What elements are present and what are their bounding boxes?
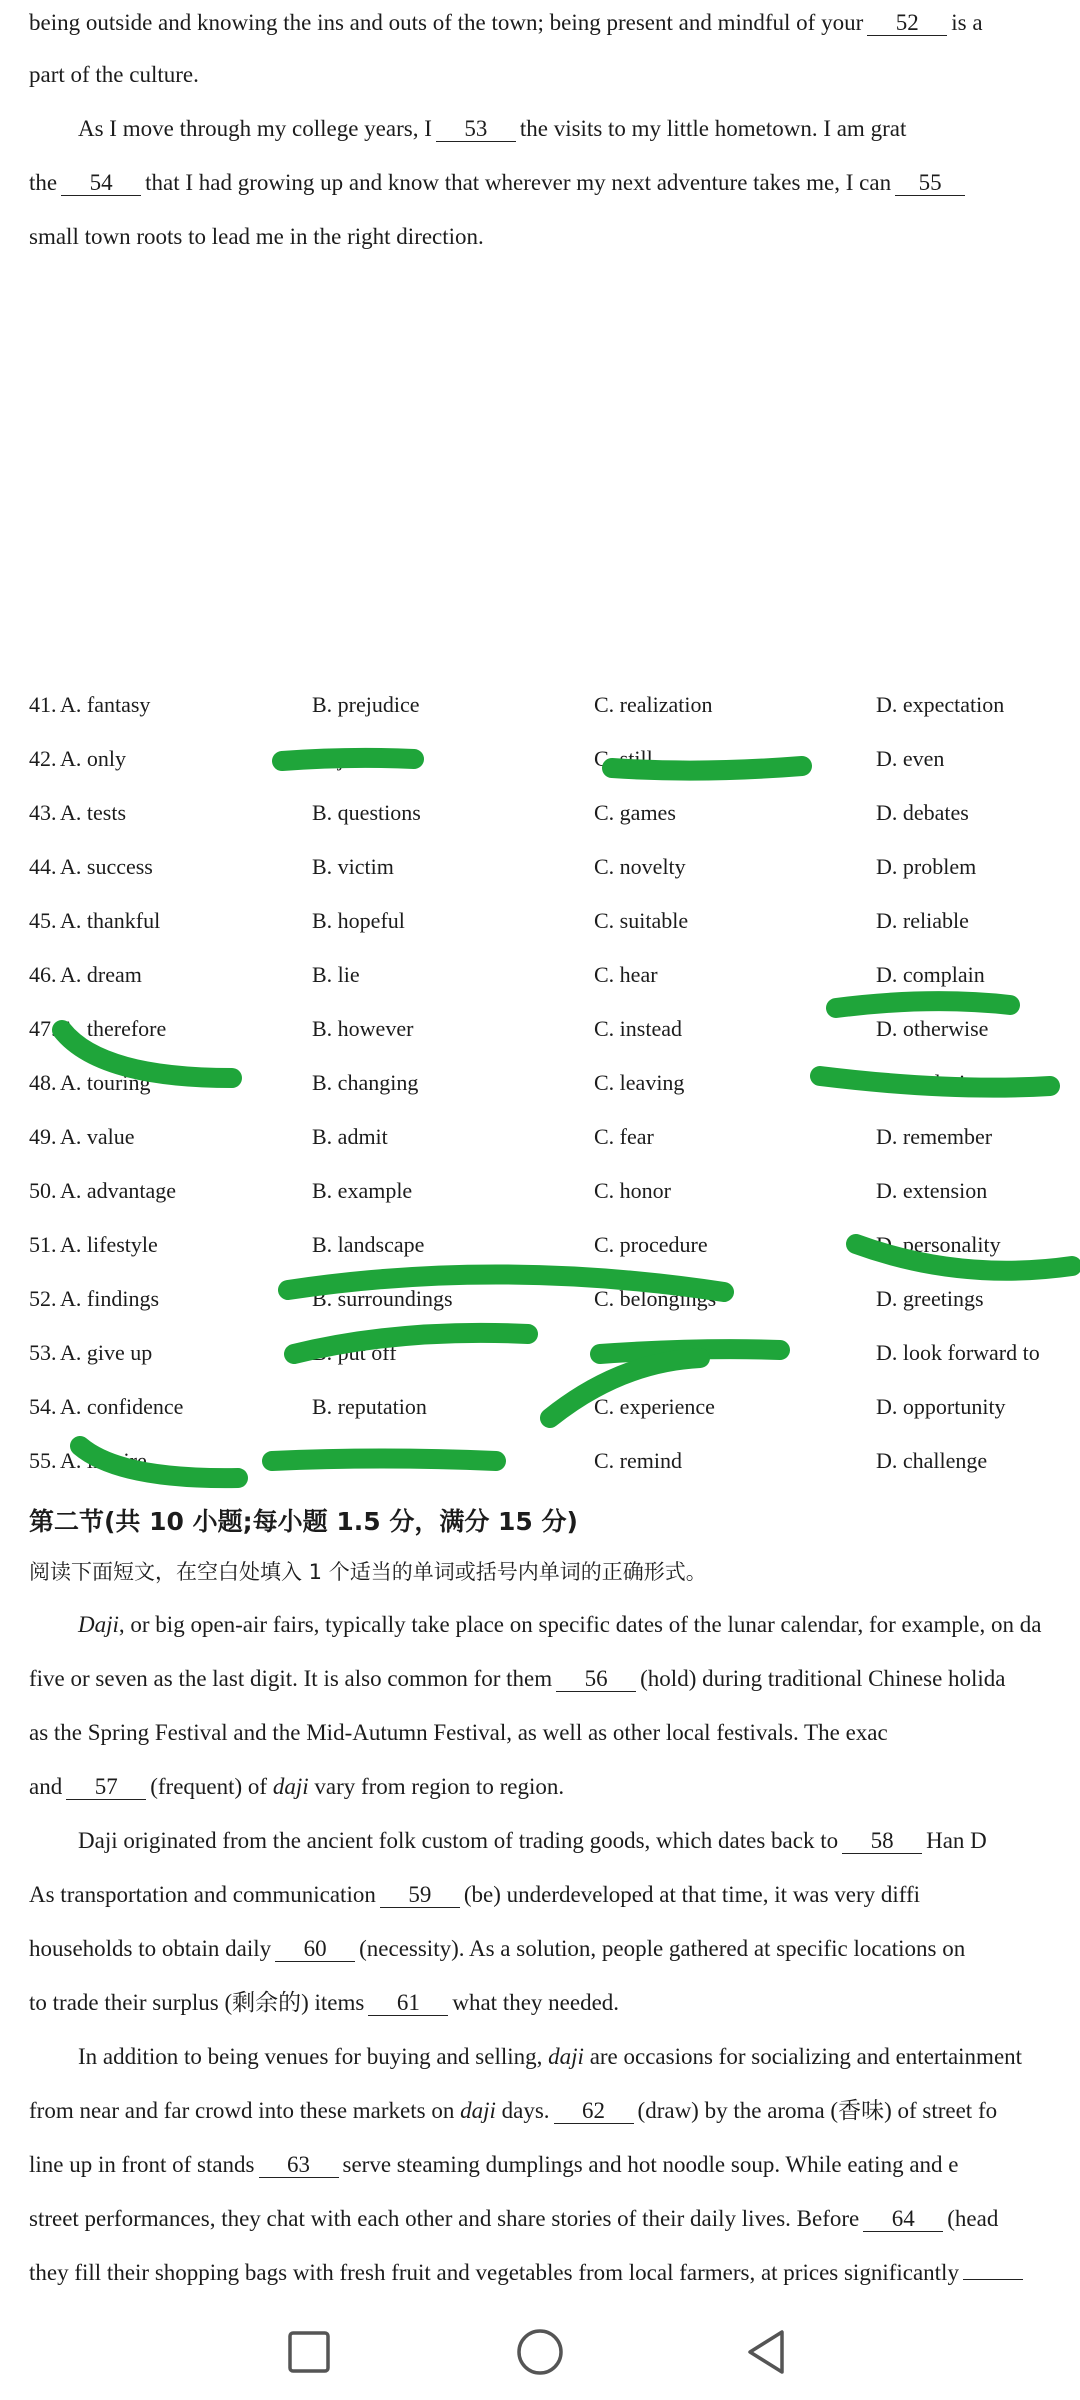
- option-b: B. questions: [312, 800, 421, 825]
- option-a: A. dream: [60, 962, 142, 987]
- passage-line: as the Spring Festival and the Mid-Autumn Festival, as well as other local festivals. The exac: [29, 1720, 888, 1745]
- blank-60: 60: [275, 1937, 355, 1962]
- passage-text: vary from region to region.: [314, 1774, 565, 1799]
- option-b: B. hopeful: [312, 908, 405, 933]
- option-d: D. complain: [876, 962, 985, 987]
- passage-text: (hold) during traditional Chinese holida: [640, 1666, 1006, 1691]
- option-d: D. problem: [876, 854, 977, 879]
- option-d: D. debates: [876, 800, 969, 825]
- highlighter-stroke: [836, 1001, 1010, 1008]
- blank-53: 53: [436, 117, 516, 142]
- question-number: 45.: [29, 908, 57, 933]
- question-number: 46.: [29, 962, 57, 987]
- option-c: C. leaving: [594, 1070, 685, 1095]
- option-b: B. reputation: [312, 1394, 427, 1419]
- passage-line: [29, 2150, 958, 2180]
- option-c: C. honor: [594, 1178, 671, 1203]
- passage-text: As transportation and communication: [29, 1882, 376, 1907]
- passage-italic: daji: [272, 1774, 309, 1799]
- navigation-bar: [0, 2300, 1080, 2400]
- blank-56: 56: [556, 1667, 636, 1692]
- blank-59: 59: [380, 1883, 460, 1908]
- option-a: A. advantage: [60, 1178, 177, 1203]
- passage-text: In addition to being venues for buying and selling,: [78, 2044, 543, 2069]
- option-a: A. only: [60, 746, 126, 771]
- passage-text: line up in front of stands: [29, 2152, 255, 2177]
- passage-text: and: [29, 1774, 63, 1799]
- home-icon[interactable]: [512, 2324, 568, 2380]
- question-number: 53.: [29, 1340, 57, 1365]
- passage-text: what they needed.: [452, 1990, 620, 2015]
- passage-text: they fill their shopping bags with fresh fruit and vegetables from local farmers, at prices significantly: [29, 2260, 959, 2285]
- question-number: 49.: [29, 1124, 57, 1149]
- passage-text: households to obtain daily: [29, 1936, 272, 1961]
- passage-line: [78, 114, 906, 144]
- option-c: C. procedure: [594, 1232, 708, 1257]
- option-b: B. surroundings: [312, 1286, 453, 1311]
- passage-line: [78, 1826, 987, 1856]
- option-b: B. victim: [312, 854, 394, 879]
- blank-54: 54: [61, 171, 141, 196]
- passage-text: (draw) by the aroma (香味) of street fo: [637, 2098, 998, 2123]
- blank-62: 62: [554, 2099, 634, 2124]
- blank-55: 55: [895, 171, 965, 196]
- highlighter-stroke: [272, 1459, 496, 1462]
- question-number: 50.: [29, 1178, 57, 1203]
- passage-line: [29, 1934, 965, 1964]
- passage-line: [29, 1664, 1006, 1694]
- passage-line: [29, 1988, 619, 2018]
- option-d: D. remember: [876, 1124, 993, 1149]
- option-d: D. reliable: [876, 908, 969, 933]
- option-b: B. lie: [312, 962, 360, 987]
- option-d: D. greetings: [876, 1286, 984, 1311]
- blank-61: 61: [368, 1991, 448, 2016]
- question-number: 51.: [29, 1232, 57, 1257]
- option-d: D. look forward to: [876, 1340, 1040, 1365]
- option-b: B. admit: [312, 1124, 388, 1149]
- option-c: C. instead: [594, 1016, 682, 1041]
- question-number: 55.: [29, 1448, 57, 1473]
- passage-text: Han D: [926, 1828, 987, 1853]
- passage-line: [29, 168, 969, 198]
- passage-line: [29, 1880, 920, 1910]
- passage-text: to trade their surplus (剩余的) items: [29, 1990, 365, 2015]
- blank-57: 57: [66, 1775, 146, 1800]
- recent-apps-icon[interactable]: [281, 2324, 337, 2380]
- passage-line: [29, 2096, 997, 2126]
- passage-line: [29, 2204, 998, 2234]
- passage-line: [29, 1772, 564, 1802]
- option-b: B. changing: [312, 1070, 419, 1095]
- option-a: A. value: [60, 1124, 135, 1149]
- passage-line: part of the culture.: [29, 62, 199, 87]
- passage-italic: Daji: [78, 1612, 119, 1637]
- option-c: C. face up to: [594, 1340, 707, 1365]
- option-b: B. prejudice: [312, 692, 420, 717]
- blank-64: 64: [863, 2207, 943, 2232]
- question-number: 54.: [29, 1394, 57, 1419]
- passage-text: from near and far crowd into these markets on: [29, 2098, 455, 2123]
- option-a: A. findings: [60, 1286, 159, 1311]
- option-d: D. expectation: [876, 692, 1005, 717]
- option-c: C. suitable: [594, 908, 689, 933]
- passage-text: (head: [947, 2206, 999, 2231]
- passage-text: five or seven as the last digit. It is also common for them: [29, 1666, 553, 1691]
- back-icon[interactable]: [740, 2324, 796, 2380]
- question-number: 52.: [29, 1286, 57, 1311]
- blank-65: [963, 2279, 1023, 2280]
- option-c: C. fear: [594, 1124, 654, 1149]
- option-b: B. landscape: [312, 1232, 425, 1257]
- option-a: A. inspire: [60, 1448, 147, 1473]
- blank-58: 58: [842, 1829, 922, 1854]
- question-number: 43.: [29, 800, 57, 825]
- option-b: B. trust: [312, 1448, 377, 1473]
- question-number: 48.: [29, 1070, 57, 1095]
- passage-line: [29, 8, 983, 38]
- passage-text: being outside and knowing the ins and outs of the town; being present and mindful of your: [29, 10, 864, 35]
- option-d: D. extension: [876, 1178, 988, 1203]
- question-number: 47.: [29, 1016, 57, 1041]
- option-a: A. lifestyle: [60, 1232, 158, 1257]
- option-d: D. exploring: [876, 1070, 988, 1095]
- question-number: 41.: [29, 692, 57, 717]
- option-c: C. belongings: [594, 1286, 717, 1311]
- option-d: D. even: [876, 746, 945, 771]
- passage-text: (be) underdeveloped at that time, it was very diffi: [463, 1882, 921, 1907]
- option-c: C. games: [594, 800, 676, 825]
- passage-text: Daji originated from the ancient folk custom of trading goods, which dates back to: [78, 1828, 839, 1853]
- option-a: A. thankful: [60, 908, 161, 933]
- option-a: A. tests: [60, 800, 126, 825]
- option-c: C. still: [594, 746, 653, 771]
- option-c: C. experience: [594, 1394, 715, 1419]
- option-b: B. put off: [312, 1340, 397, 1365]
- passage-text: the visits to my little hometown. I am grat: [519, 116, 907, 141]
- passage-text: (frequent) of: [150, 1774, 268, 1799]
- passage-text: street performances, they chat with each other and share stories of their daily lives. Before: [29, 2206, 860, 2231]
- option-d: D. personality: [876, 1232, 1001, 1257]
- option-d: D. opportunity: [876, 1394, 1006, 1419]
- section-title: 第二节(共 10 小题;每小题 1.5 分，满分 15 分): [29, 1507, 578, 1536]
- passage-italic: daji: [548, 2044, 584, 2069]
- passage-text: that I had growing up and know that wherever my next adventure takes me, I can: [145, 170, 892, 195]
- passage-text: the: [29, 170, 58, 195]
- passage-line: [78, 1610, 1041, 1640]
- passage-line: small town roots to lead me in the right direction.: [29, 224, 484, 249]
- option-c: C. hear: [594, 962, 658, 987]
- passage-text: are occasions for socializing and entertainment: [589, 2044, 1023, 2069]
- option-a: A. success: [60, 854, 153, 879]
- option-b: B. just: [312, 746, 370, 771]
- passage-line: [78, 2042, 1022, 2072]
- question-number: 42.: [29, 746, 57, 771]
- option-a: A. therefore: [60, 1016, 167, 1041]
- option-b: B. however: [312, 1016, 414, 1041]
- passage-text: , or big open-air fairs, typically take place on specific dates of the lunar calendar, for example, on da: [118, 1612, 1042, 1637]
- option-d: D. challenge: [876, 1448, 988, 1473]
- option-c: C. novelty: [594, 854, 686, 879]
- option-a: A. touring: [60, 1070, 151, 1095]
- question-number: 44.: [29, 854, 57, 879]
- passage-text: (necessity). As a solution, people gathered at specific locations on: [359, 1936, 966, 1961]
- passage-text: is a: [951, 10, 983, 35]
- passage-italic: daji: [460, 2098, 496, 2123]
- option-a: A. give up: [60, 1340, 153, 1365]
- blank-52: 52: [867, 11, 947, 36]
- passage-text: As I move through my college years, I: [78, 116, 432, 141]
- option-c: C. remind: [594, 1448, 682, 1473]
- option-c: C. realization: [594, 692, 713, 717]
- option-a: A. confidence: [60, 1394, 184, 1419]
- blank-63: 63: [259, 2153, 339, 2178]
- section-instruction: 阅读下面短文，在空白处填入 1 个适当的单词或括号内单词的正确形式。: [29, 1560, 707, 1584]
- passage-text: days.: [501, 2098, 550, 2123]
- passage-line: [29, 2258, 1027, 2288]
- option-b: B. example: [312, 1178, 413, 1203]
- option-a: A. fantasy: [60, 692, 151, 717]
- option-d: D. otherwise: [876, 1016, 989, 1041]
- passage-text: serve steaming dumplings and hot noodle soup. While eating and e: [342, 2152, 959, 2177]
